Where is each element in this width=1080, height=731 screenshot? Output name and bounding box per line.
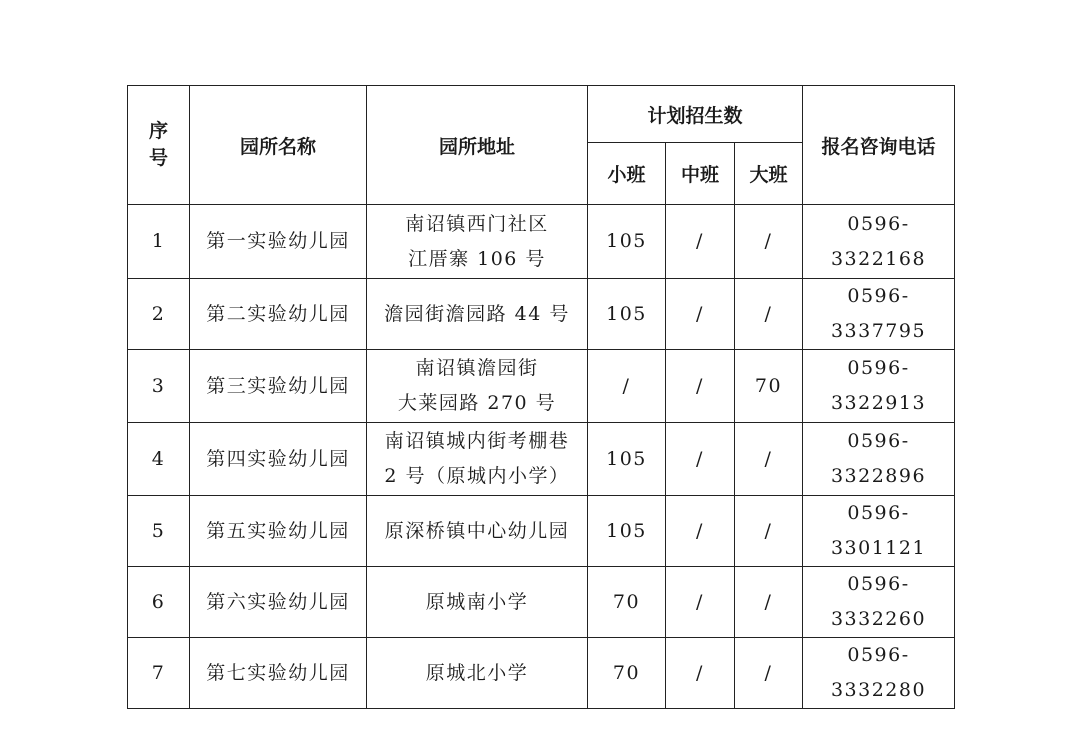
- header-seq-line1: 序: [148, 120, 168, 142]
- cell-name: 第三实验幼儿园: [190, 350, 367, 423]
- cell-small: 105: [588, 279, 666, 350]
- cell-seq: 4: [128, 423, 190, 496]
- enrollment-table: [127, 85, 955, 709]
- table-row: [128, 423, 955, 496]
- cell-phone: 0596-3332280: [803, 638, 955, 709]
- cell-address: [367, 205, 588, 279]
- cell-middle: /: [666, 205, 735, 279]
- cell-address: [367, 350, 588, 423]
- header-middle-class: 中班: [666, 143, 735, 205]
- cell-small: /: [588, 350, 666, 423]
- cell-address-line2: 2 号（原城内小学）: [384, 465, 570, 487]
- cell-seq: 7: [128, 638, 190, 709]
- cell-address: [367, 496, 588, 567]
- cell-large: 70: [735, 350, 803, 423]
- cell-name: 第六实验幼儿园: [190, 567, 367, 638]
- cell-address-line1: 原深桥镇中心幼儿园: [384, 519, 570, 542]
- cell-small: 105: [588, 205, 666, 279]
- cell-middle: /: [666, 638, 735, 709]
- header-seq-line2: 号: [148, 147, 168, 169]
- cell-address-line2: 江厝寨 106 号: [408, 247, 546, 270]
- cell-large: /: [735, 279, 803, 350]
- cell-name: 第二实验幼儿园: [190, 279, 367, 350]
- cell-phone: 0596-3337795: [803, 279, 955, 350]
- header-address: 园所地址: [367, 86, 588, 205]
- header-name: 园所名称: [190, 86, 367, 205]
- cell-address-line1: 南诏镇城内街考棚巷: [384, 430, 570, 452]
- cell-middle: /: [666, 567, 735, 638]
- cell-address-line1: 南诏镇澹园街: [415, 357, 539, 379]
- cell-seq: 5: [128, 496, 190, 567]
- cell-large: /: [735, 567, 803, 638]
- cell-address-line2: 大莱园路 270 号: [397, 392, 557, 414]
- table-row: [128, 638, 955, 709]
- cell-address: [367, 567, 588, 638]
- cell-large: /: [735, 496, 803, 567]
- table-row: [128, 567, 955, 638]
- cell-small: 105: [588, 423, 666, 496]
- cell-address-line1: 南诏镇西门社区: [405, 212, 549, 235]
- cell-address-line1: 原城北小学: [425, 661, 529, 684]
- cell-large: /: [735, 205, 803, 279]
- cell-address-line1: 澹园街澹园路 44 号: [384, 302, 570, 325]
- cell-phone: 0596-3322913: [803, 350, 955, 423]
- cell-middle: /: [666, 496, 735, 567]
- table-row: [128, 279, 955, 350]
- cell-small: 70: [588, 567, 666, 638]
- table-row: [128, 205, 955, 279]
- cell-middle: /: [666, 279, 735, 350]
- cell-phone: 0596-3332260: [803, 567, 955, 638]
- header-plan: 计划招生数: [588, 86, 803, 143]
- header-row-1: [128, 86, 955, 143]
- cell-name: 第一实验幼儿园: [190, 205, 367, 279]
- cell-large: /: [735, 638, 803, 709]
- table-row: [128, 496, 955, 567]
- cell-name: 第七实验幼儿园: [190, 638, 367, 709]
- cell-seq: 2: [128, 279, 190, 350]
- cell-phone: 0596-3322896: [803, 423, 955, 496]
- table-row: [128, 350, 955, 423]
- cell-phone: 0596-3322168: [803, 205, 955, 279]
- cell-seq: 1: [128, 205, 190, 279]
- cell-name: 第五实验幼儿园: [190, 496, 367, 567]
- header-phone: 报名咨询电话: [803, 86, 955, 205]
- cell-seq: 3: [128, 350, 190, 423]
- cell-large: /: [735, 423, 803, 496]
- cell-small: 70: [588, 638, 666, 709]
- header-large-class: 大班: [735, 143, 803, 205]
- cell-address: [367, 279, 588, 350]
- cell-seq: 6: [128, 567, 190, 638]
- cell-address-line1: 原城南小学: [425, 590, 529, 613]
- cell-phone: 0596-3301121: [803, 496, 955, 567]
- cell-address: [367, 423, 588, 496]
- cell-middle: /: [666, 350, 735, 423]
- cell-small: 105: [588, 496, 666, 567]
- header-small-class: 小班: [588, 143, 666, 205]
- cell-address: [367, 638, 588, 709]
- cell-middle: /: [666, 423, 735, 496]
- header-seq: [128, 86, 190, 205]
- cell-name: 第四实验幼儿园: [190, 423, 367, 496]
